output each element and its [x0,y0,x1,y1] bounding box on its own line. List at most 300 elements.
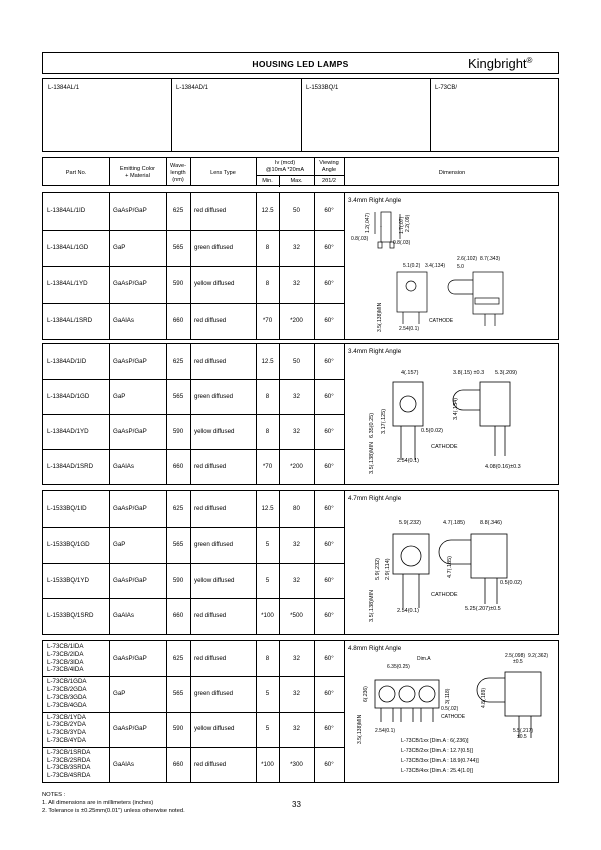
cell-text: L-1533BQ/1GD [47,540,90,548]
cell-lens [194,598,256,634]
dim-label: 8.7(.343) [480,256,501,262]
th-iv-max: Max. [290,178,303,184]
cell-text: GaAsP/GaP [113,576,147,584]
cell-lens [194,303,256,340]
dim-label: 4.7(.185) [447,555,453,578]
cell-wave [166,747,190,782]
cell-wave [166,230,190,267]
cell-part [47,303,109,340]
table-row [43,414,344,449]
cell-text: 60° [324,427,334,435]
dim-label: 4.08(0.16)±0.3 [485,464,521,470]
cell-text: 60° [324,280,334,288]
section-title: 4.8mm Right Angle [348,645,402,652]
dim-table-row: L-73CB/3xx [Dim.A : 18.9(0.744)] [401,758,479,764]
cell-text: L-1384AL/1SRD [47,316,93,324]
table-row [43,379,344,414]
cell-min [256,641,279,676]
cell-material [113,449,166,484]
cell-max [279,414,314,449]
cell-text: red diffused [194,357,227,365]
cell-min [256,193,279,230]
cell-lens [194,563,256,599]
notes [42,792,185,815]
dim-table-row: L-73CB/2xx [Dim.A : 12.7(0.5)] [401,748,473,754]
dim-label: 1.7(.07) [399,216,405,234]
table-row [43,344,344,379]
cell-material [113,230,166,267]
cell-part [47,527,109,563]
cell-text: 32 [293,576,300,584]
cell-text: 5 [265,540,270,548]
cell-wave [166,712,190,747]
cell-text: GaAsP/GaP [113,654,147,662]
cell-angle [314,414,344,449]
cell-part [47,747,109,782]
cell-text: 32 [293,427,300,435]
cell-wave [166,344,190,379]
cell-wave [166,193,190,230]
table-row [43,641,344,676]
cell-text: 60° [324,760,334,768]
cell-part [47,230,109,267]
cell-min [256,230,279,267]
cell-lens [194,449,256,484]
cell-text: red diffused [194,505,227,512]
cell-text: green diffused [194,540,234,548]
cell-text: 60° [324,392,334,400]
table-row [43,266,344,303]
cell-lens [194,747,256,782]
cell-text: GaAlAs [113,462,134,470]
cell-text: *70 [262,316,273,324]
cell-max [279,527,314,563]
cell-part [47,414,109,449]
cell-text: 8 [265,654,270,662]
cell-text: 60° [324,540,334,548]
cell-text: *200 [290,462,303,470]
th-theta: 2θ1/2 [322,178,336,184]
cell-material [113,414,166,449]
dim-label: 2.5(.098) [505,653,526,659]
cell-text: 60° [324,576,334,584]
cell-max [279,344,314,379]
cell-part [47,449,109,484]
cell-material [113,712,166,747]
th-lens-type: Lens Type [210,170,236,176]
dimension-drawing [345,504,557,632]
cell-part [47,491,109,527]
cell-material [113,266,166,303]
cell-lens [194,266,256,303]
cell-part [47,379,109,414]
cell-text: GaAlAs [113,760,134,768]
dim-label: 1.2(.047) [365,212,371,233]
cell-text: L-73CB/1IDA L-73CB/2IDA L-73CB/3IDA L-73CB/4IDA [47,643,84,674]
cell-text: 60° [324,207,334,215]
cell-min [256,676,279,711]
cell-max [279,230,314,267]
dim-label: 4.8(.189) [481,687,487,708]
cell-text: L-1384AD/1ID [47,357,87,365]
cell-text: L-1384AD/1YD [47,427,89,435]
registered-mark: ® [526,56,533,65]
cell-text: 12.5 [261,505,274,512]
cell-text: 8 [265,427,270,435]
page-title: HOUSING LED LAMPS [252,59,349,69]
dim-label: 3.5(.138)MIN [357,714,363,744]
table-row [43,563,344,599]
cell-material [113,344,166,379]
cell-wave [166,414,190,449]
dim-label: 9.2(.362) [528,653,549,659]
cell-min [256,266,279,303]
cell-text: *70 [262,462,273,470]
dim-label: 2.54(0.1) [399,326,420,332]
cell-text: 590 [172,427,184,435]
cell-text: 32 [293,280,300,288]
cell-text: red diffused [194,316,227,324]
cell-text: GaAlAs [113,612,134,620]
photo-label: L-1384AL/1 [48,85,80,91]
cell-material [113,641,166,676]
cell-text: red diffused [194,207,227,215]
cell-text: red diffused [194,654,227,662]
cell-max [279,379,314,414]
cell-text: GaAlAs [113,316,134,324]
photo-label: L-1533BQ/1 [306,85,339,91]
photo-label: L-73CB/ [435,85,458,91]
cell-text: 590 [172,280,184,288]
cell-angle [314,563,344,599]
dim-label: Dim.A [417,656,431,662]
dim-label: 0.5(.02) [441,706,459,712]
table-row [43,598,344,634]
section-title: 3.4mm Right Angle [348,348,402,355]
th-iv: Iv (mcd) @10mA *20mA [265,160,305,173]
dim-label: 6.35(0.25) [369,412,375,438]
cell-min [256,527,279,563]
cell-text: L-73CB/1YDA L-73CB/2YDA L-73CB/3YDA L-73CB/4YDA [47,713,86,744]
cell-text: 60° [324,357,334,365]
dim-label: 2.54(0.1) [397,608,420,614]
cell-angle [314,303,344,340]
dim-label: 3.17(.125) [381,408,387,434]
cell-text: L-1384AL/1YD [47,280,88,288]
cell-max [279,598,314,634]
cell-text: 5 [265,576,270,584]
cell-max [279,676,314,711]
cell-material [113,193,166,230]
cell-text: 590 [172,576,184,584]
cell-text: L-1533BQ/1ID [47,505,87,512]
cell-text: 590 [172,725,184,733]
dim-label: 0.5(0.02) [421,428,444,434]
cell-text: GaAsP/GaP [113,505,147,512]
cell-text: 625 [172,654,184,662]
cell-lens [194,641,256,676]
cell-text: 625 [172,505,184,512]
cell-max [279,641,314,676]
cell-text: L-1533BQ/1YD [47,576,89,584]
page-number: 33 [292,800,301,809]
dim-label: ±0.5 [513,659,523,665]
cell-material [113,527,166,563]
cell-text: GaP [113,540,126,548]
cell-wave [166,266,190,303]
cell-material [113,563,166,599]
dim-label: 0.5(0.02) [500,580,523,586]
table-row [43,676,344,711]
cell-max [279,747,314,782]
cell-angle [314,491,344,527]
dim-label: 6(.236) [363,686,369,702]
th-iv-min: Min. [262,178,273,184]
cell-wave [166,676,190,711]
cell-angle [314,747,344,782]
cell-part [47,712,109,747]
th-emitting-color: Emitting Color + Material [119,166,156,179]
cell-text: *200 [290,316,303,324]
cell-text: 32 [293,243,300,251]
cell-lens [194,344,256,379]
dimension-drawing [345,204,557,338]
cell-text: 50 [293,207,300,215]
brand-name: Kingbright [468,56,527,72]
cell-text: 565 [172,690,184,697]
cell-lens [194,676,256,711]
cell-text: L-1384AD/1GD [47,392,90,400]
cell-text: 565 [172,243,184,251]
dim-label: 4.7(.185) [443,520,466,526]
cell-material [113,598,166,634]
cell-text: 625 [172,357,184,365]
section-title: 4.7mm Right Angle [348,495,402,502]
cell-lens [194,527,256,563]
cell-max [279,266,314,303]
cell-wave [166,449,190,484]
cell-text: green diffused [194,690,234,697]
dim-table-row: L-73CB/4xx [Dim.A : 25.4(1.0)] [401,768,473,774]
cell-min [256,598,279,634]
cell-material [113,379,166,414]
cell-text: green diffused [194,392,234,400]
cell-material [113,676,166,711]
cell-text: 60° [324,316,334,324]
cell-angle [314,266,344,303]
cell-angle [314,598,344,634]
cell-text: L-1384AL/1GD [47,243,89,251]
cell-part [47,641,109,676]
th-wavelength: Wave- length (nm) [170,163,186,183]
dim-label: 2.2(.09) [405,214,411,232]
cell-text: GaP [113,243,126,251]
cell-text: 80 [293,505,300,512]
cell-text: *100 [261,612,274,620]
cell-text: 12.5 [261,207,274,215]
cell-wave [166,379,190,414]
table-row [43,193,344,230]
cell-max [279,193,314,230]
cell-wave [166,527,190,563]
dim-label: 5.1(0.2) [403,263,421,269]
cell-lens [194,491,256,527]
dim-label: 3.4(.134) [453,397,459,420]
cell-text: 32 [293,540,300,548]
cell-min [256,414,279,449]
cell-angle [314,344,344,379]
cell-text: 60° [324,612,334,620]
cell-lens [194,379,256,414]
cell-text: L-1533BQ/1SRD [47,612,94,620]
dim-label: 5.9(.232) [399,520,422,526]
photo-panel-row [42,78,559,152]
dim-label: 2.54(0.1) [375,728,396,734]
cell-text: 50 [293,357,300,365]
cell-part [47,266,109,303]
cell-text: 5 [265,725,270,733]
cell-lens [194,414,256,449]
cell-text: 32 [293,392,300,400]
dimension-drawing [345,356,557,482]
photo-label: L-1384AD/1 [176,85,209,91]
cell-text: yellow diffused [194,725,235,733]
cell-angle [314,676,344,711]
cell-angle [314,230,344,267]
cell-wave [166,303,190,340]
cell-text: GaP [113,690,126,697]
table-row [43,712,344,747]
cell-text: 12.5 [261,357,274,365]
dim-label: 0.8(.03) [393,240,411,246]
cell-text: 60° [324,725,334,733]
cell-text: 565 [172,540,184,548]
cell-part [47,193,109,230]
dim-label: 2.9(.114) [385,558,391,580]
cell-text: L-1384AD/1SRD [47,462,94,470]
cell-min [256,449,279,484]
dim-label: 4(.157) [401,370,419,376]
dim-label: 3.4(.134) [425,263,446,269]
dim-label: 2.6(.102) [457,256,478,262]
cell-part [47,598,109,634]
cell-text: 60° [324,505,334,512]
cell-text: 60° [324,654,334,662]
cell-min [256,491,279,527]
cell-text: yellow diffused [194,427,235,435]
dim-label: 5.5(.217) [513,728,534,734]
cell-text: 660 [172,462,184,470]
cell-max [279,563,314,599]
note-item: 2. Tolerance is ±0.25mm(0.01") unless otherwise noted. [42,807,185,814]
cell-text: 8 [265,392,270,400]
table-row [43,491,344,527]
cell-material [113,303,166,340]
dim-label: 6.35(0.25) [387,664,410,670]
cell-wave [166,598,190,634]
dim-label: 3.5(.138)MIN [369,441,375,474]
dim-table-row: L-73CB/1xx [Dim.A : 6(.236)] [401,738,469,744]
th-part-no: Part No. [65,170,87,176]
cell-min [256,563,279,599]
cell-text: 32 [293,725,300,733]
cell-max [279,449,314,484]
cell-text: 60° [324,690,334,697]
cell-text: GaAsP/GaP [113,207,147,215]
cell-part [47,344,109,379]
th-viewing-angle: Viewing Angle [319,160,339,173]
dim-label: 3.5(.138)MIN [369,589,375,622]
cell-angle [314,712,344,747]
cell-text: 8 [265,243,270,251]
table-header [42,157,559,186]
dim-label: 3.8(.15) ±0.3 [453,370,485,376]
cell-min [256,303,279,340]
page-header [42,52,559,74]
dim-label: 5.9(.232) [375,557,381,580]
dim-label: 2.54(0.1) [397,458,420,464]
cell-text: L-73CB/1GDA L-73CB/2GDA L-73CB/3GDA L-73CB/4GDA [47,678,87,709]
dim-label: 5.3(.209) [495,370,518,376]
cell-text: 660 [172,760,184,768]
cell-angle [314,193,344,230]
cell-text: *300 [290,760,303,768]
cell-lens [194,193,256,230]
brand-logo [468,56,532,71]
cell-text: red diffused [194,612,227,620]
cell-max [279,712,314,747]
cell-wave [166,641,190,676]
cell-angle [314,449,344,484]
cell-text: L-1384AL/1ID [47,207,86,215]
cell-wave [166,491,190,527]
cell-angle [314,527,344,563]
cell-angle [314,379,344,414]
dimension-drawing [345,652,557,780]
cell-text: green diffused [194,243,234,251]
table-row [43,527,344,563]
cell-text: 32 [293,654,300,662]
cell-text: 625 [172,207,184,215]
cell-text: 32 [293,690,300,697]
note-item: 1. All dimensions are in millimeters (inches) [42,799,154,806]
dim-label: 8.8(.346) [480,520,503,526]
cell-lens [194,712,256,747]
cell-text: L-73CB/1SRDA L-73CB/2SRDA L-73CB/3SRDA L-73CB/4SRDA [47,748,91,780]
section-title: 3.4mm Right Angle [348,197,402,204]
cell-text: 660 [172,612,184,620]
cell-min [256,344,279,379]
cell-text: 8 [265,280,270,288]
cell-text: red diffused [194,462,227,470]
notes-heading: NOTES : [42,792,66,798]
cell-max [279,491,314,527]
table-row [43,303,344,340]
cell-part [47,676,109,711]
th-dimension: Dimension [438,170,466,176]
table-row [43,747,344,782]
cell-min [256,379,279,414]
cell-text: 60° [324,462,334,470]
dim-label: 3.5(.138)MIN [377,302,383,332]
cell-material [113,491,166,527]
cell-text: 5 [265,690,270,697]
cell-min [256,712,279,747]
cell-lens [194,230,256,267]
cell-max [279,303,314,340]
cell-text: 660 [172,316,184,324]
cell-text: *100 [261,760,274,768]
